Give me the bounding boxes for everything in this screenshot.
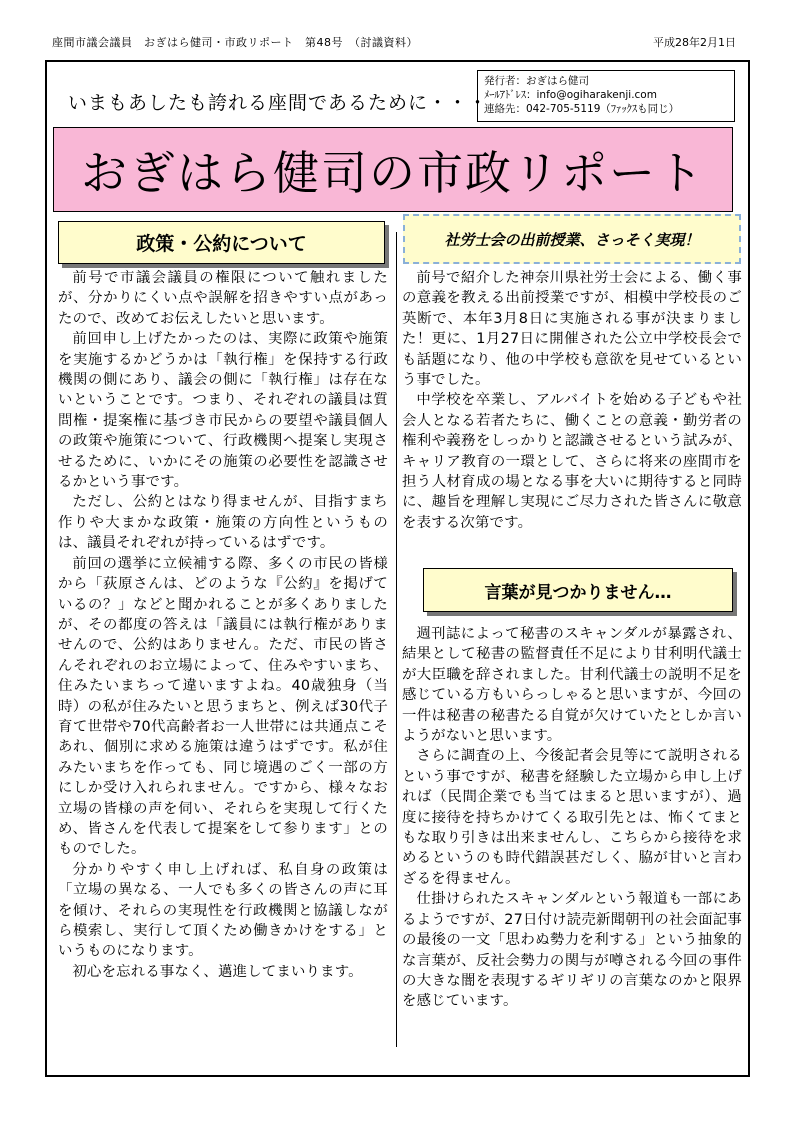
paragraph: ただし、公約とはなり得ませんが、目指すまち作りや大まかな政策・施策の方向性というものは、議員それぞれが持っているはずです。 <box>58 494 388 552</box>
slogan: いまもあしたも誇れる座間であるために・・・ <box>68 92 489 114</box>
paragraph: 初心を忘れる事なく、邁進してまいります。 <box>72 963 363 980</box>
paragraph: 前回の選挙に立候補する際、多くの市民の皆様から「荻原さんは、どのような『公約』を掲げているの？」などと聞かれることが多くありましたが、その都度の答えは「議員には執行権がありませんので、公約はありません。ただ、市民の皆さんそれぞれのお立場によって、住みやすいまち、住みたいまちって違いますよね。40歳独身（当時）の私が住みたいと思うまちと、例えば30代子育て世帯や70代高齢者お一人世帯には共通点こそあれ、個別に求める施策は違うはずです。私が住みたいまちを作っても、同じ境遇のごく一部の方にしか受け入れられません。ですから、様々なお立場の皆様の声を伺い、それらを実現して行くため、皆さんを代表して提案をして参ります」とのものでした。 <box>58 555 388 858</box>
title-banner <box>53 127 733 212</box>
column-divider <box>396 232 397 1047</box>
scandal-article <box>402 624 742 1012</box>
policy-article <box>58 268 388 982</box>
issue-date: 平成28年2月1日 <box>653 36 736 49</box>
section-heading-lecture: 社労士会の出前授業、さっそく実現！ <box>403 214 741 264</box>
paragraph: 前号で市議会議員の権限について触れましたが、分かりにくい点や誤解を招きやすい点があったので、改めてお伝えしたいと思います。 <box>58 270 388 327</box>
paragraph: さらに調査の上、今後記者会見等にて説明されるという事ですが、秘書を経験した立場から申し上げれば（民間企業でも当てはまると思いますが）、過度に接待を持ちかけてくる取引先とは、怖くてまともな取り引きは出来ませんし、こちらから接待を求めるというのも時代錯誤甚だしく、脇が甘いと言わざるを得ません。 <box>402 748 742 887</box>
phone-line: 連絡先：042-705-5119（ﾌｧｯｸｽも同じ） <box>484 103 680 115</box>
publisher-line: 発行者：おぎはら健司 <box>484 75 589 87</box>
paragraph: 仕掛けられたスキャンダルという報道も一部にあるようですが、27日付け読売新聞朝刊の社会面記事の最後の一文「思わぬ勢力を利する」という抽象的な言葉が、反社会勢力の関与が噂される今回の事件の大きな闇を表現するギリギリの言葉なのかと限界を感じています。 <box>402 891 742 1010</box>
paragraph: 中学校を卒業し、アルバイトを始める子どもや社会人となる若者たちに、働くことの意義・勤労者の権利や義務をしっかりと認識させるという試みが、キャリア教育の一環として、さらに将来の座間市を担う人材育成の場となる事を大いに期待すると同時に、趣旨を理解し実現にご尽力された皆さんに敬意を表する次第です。 <box>402 392 742 531</box>
paragraph: 前回申し上げたかったのは、実際に政策や施策を実施するかどうかは「執行権」を保持する行政機関の側にあり、議会の側に「執行権」は存在ないということです。つまり、それぞれの議員は質問権・提案権に基づき市民からの要望や議員個人の政策や施策について、行政機関へ提案し実現させるために、いかにその施策の必要性を認識させるかという事です。 <box>58 331 388 491</box>
paragraph: 前号で紹介した神奈川県社労士会による、働く事の意義を教える出前授業ですが、相模中学校長のご英断で、本年3月8日に実施される事が決まりました！更に、1月27日に開催された公立中学校長会でも話題になり、他の中学校も意欲を見せているという事でした。 <box>402 270 742 389</box>
paragraph: 週刊誌によって秘書のスキャンダルが暴露され、結果として秘書の監督責任不足により甘利明代議士が大臣職を辞されました。甘利代議士の説明不足を感じている方もいらっしゃると思いますが、今回の一件は秘書の秘書たる自覚が欠けていたとしか言いようがないと思います。 <box>402 626 742 745</box>
lecture-article <box>402 268 742 533</box>
newsletter-header: 座間市議会議員 おぎはら健司・市政リポート 第48号 （討議資料） <box>52 36 418 49</box>
paragraph: 分かりやすく申し上げれば、私自身の政策は「立場の異なる、一人でも多くの皆さんの声に耳を傾け、それらの実現性を行政機関と協議しながら模索し、実行して頂くため働きかけをする」というものになります。 <box>58 861 388 960</box>
section-heading-scandal: 言葉が見つかりません… <box>423 568 733 612</box>
page-title: おぎはら健司の市政リポート <box>81 145 705 200</box>
section-heading-policy: 政策・公約について <box>58 221 385 264</box>
contact-box <box>477 70 735 122</box>
email-line: ﾒｰﾙｱﾄﾞﾚｽ：info@ogiharakenji.com <box>484 89 657 101</box>
